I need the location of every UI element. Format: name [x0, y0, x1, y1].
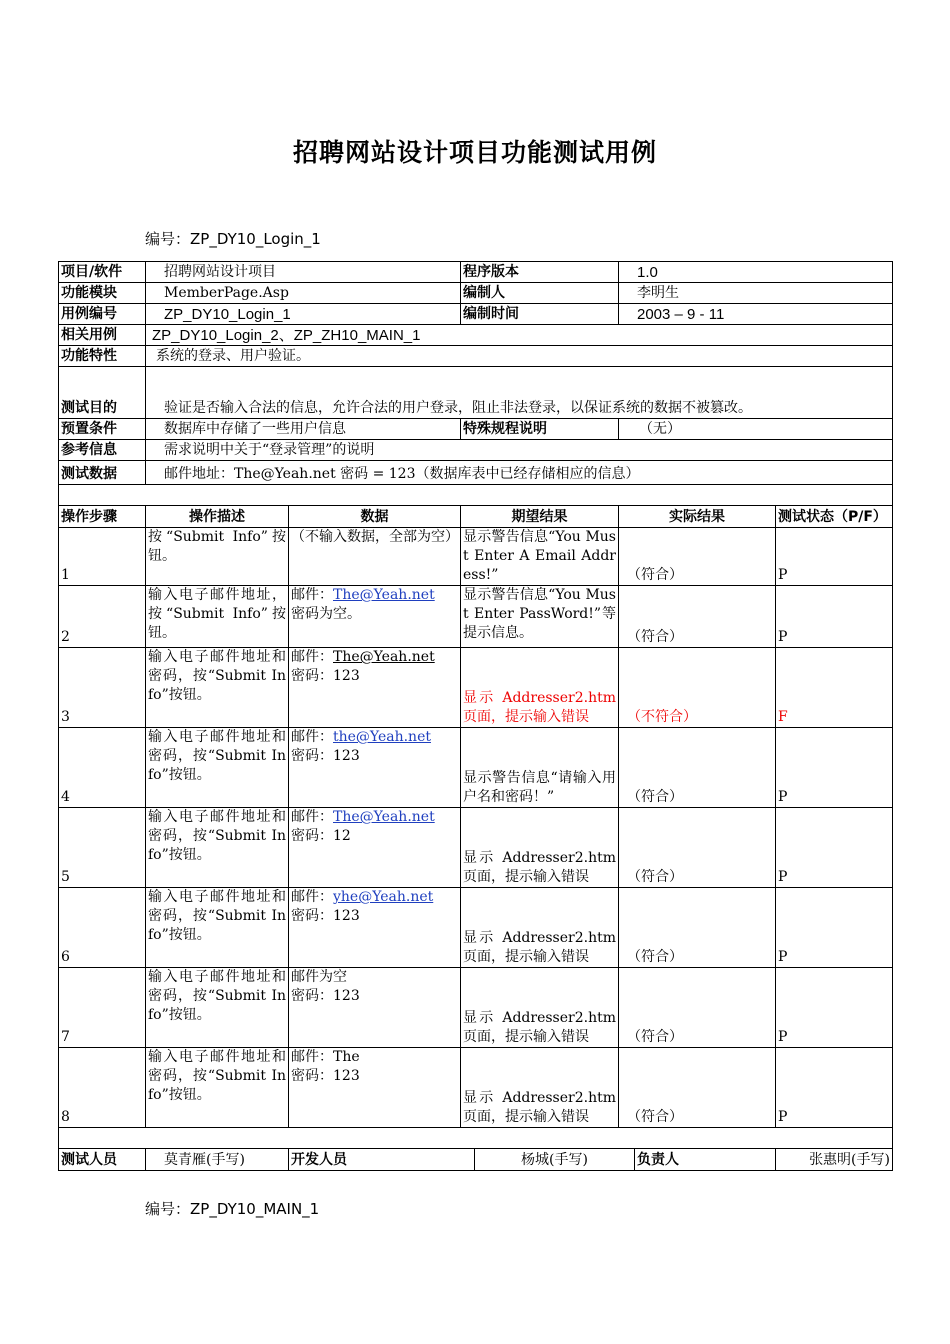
doc-number-label: 编号： [145, 230, 191, 248]
step-data-password: 密码：123 [291, 668, 360, 684]
step-status: P [776, 888, 893, 968]
purpose-value: 验证是否输入合法的信息，允许合法的用户登录，阻止非法登录，以保证系统的数据不被篡改。 [146, 367, 893, 419]
purpose-label: 测试目的 [59, 367, 146, 419]
spacer-row [59, 485, 893, 506]
step-data [289, 586, 461, 648]
step-desc: 输入电子邮件地址和密码，按“Submit Info”按钮。 [146, 728, 289, 808]
test-data-password: = 123 [372, 466, 416, 482]
table-row [59, 888, 893, 968]
doc-number-value: ZP_DY10_MAIN_1 [190, 1200, 320, 1218]
step-actual: （符合） [619, 586, 776, 648]
precondition-value: 数据库中存储了一些用户信息 [146, 419, 461, 440]
step-status: P [776, 528, 893, 586]
step-expected: 显示 Addresser2.htm 页面，提示输入错误 [461, 888, 619, 968]
step-desc: 输入电子邮件地址和密码，按“Submit Info”按钮。 [146, 808, 289, 888]
test-data-value [146, 461, 893, 485]
header-desc: 操作描述 [146, 506, 289, 528]
step-data-password: 密码：12 [291, 828, 351, 844]
step-data-password: 密码：123 [291, 988, 360, 1004]
version-label: 程序版本 [461, 262, 619, 283]
step-data: （不输入数据，全部为空） [289, 528, 461, 586]
step-actual: （不符合） [619, 648, 776, 728]
test-data-label: 测试数据 [59, 461, 146, 485]
step-status: F [776, 648, 893, 728]
doc-number [145, 228, 321, 249]
step-status: P [776, 728, 893, 808]
step-no: 4 [59, 728, 146, 808]
page-title: 招聘网站设计项目功能测试用例 [292, 138, 657, 167]
step-data-password: 密码：123 [291, 908, 360, 924]
step-data-email: 邮件：The [291, 1049, 360, 1065]
step-no: 5 [59, 808, 146, 888]
test-data-text: 邮件地址：The@Yeah.net 密码 [164, 466, 373, 482]
step-status: P [776, 586, 893, 648]
author-label: 编制人 [461, 283, 619, 304]
author-value: 李明生 [619, 283, 893, 304]
step-data [289, 1048, 461, 1128]
step-data [289, 648, 461, 728]
step-data-label: 邮件： [291, 889, 333, 905]
step-status: P [776, 968, 893, 1048]
step-no: 7 [59, 968, 146, 1048]
step-data-label: 邮件： [291, 729, 333, 745]
header-step: 操作步骤 [59, 506, 146, 528]
doc-number-value: ZP_DY10_Login_1 [190, 230, 321, 248]
related-label: 相关用例 [59, 325, 146, 346]
step-data-email: 邮件为空 [291, 969, 347, 985]
step-data-label: 邮件： [291, 587, 333, 603]
reference-label: 参考信息 [59, 440, 146, 461]
feature-value: 系统的登录、用户验证。 [146, 346, 893, 367]
step-expected: 显示 Addresser2.htm 页面，提示输入错误 [461, 968, 619, 1048]
special-value: （无） [619, 419, 893, 440]
email-link[interactable]: yhe@Yeah.net [333, 889, 434, 905]
table-row [59, 528, 893, 586]
module-value: MemberPage.Asp [146, 283, 461, 304]
email-link[interactable]: The@Yeah.net [333, 649, 435, 665]
owner-label: 负责人 [635, 1149, 776, 1171]
step-data-password: 密码：123 [291, 1068, 360, 1084]
project-value: 招聘网站设计项目 [146, 262, 461, 283]
module-label: 功能模块 [59, 283, 146, 304]
step-no: 2 [59, 586, 146, 648]
step-desc: 输入电子邮件地址，按“Submit Info”按钮。 [146, 586, 289, 648]
step-actual: （符合） [619, 968, 776, 1048]
step-expected: 显示警告信息“You Must Enter PassWord!”等提示信息。 [461, 586, 619, 648]
test-data-note: （数据库表中已经存储相应的信息） [415, 466, 640, 482]
spacer-row [59, 1128, 893, 1149]
related-value: ZP_DY10_Login_2、ZP_ZH10_MAIN_1 [146, 325, 893, 346]
reference-value: 需求说明中关于“登录管理”的说明 [146, 440, 893, 461]
tester-label: 测试人员 [59, 1149, 146, 1171]
feature-label: 功能特性 [59, 346, 146, 367]
step-data-label: 邮件： [291, 809, 333, 825]
tester-value: 莫青雁(手写) [146, 1149, 289, 1171]
time-label: 编制时间 [461, 304, 619, 325]
step-desc: 输入电子邮件地址和密码，按“Submit Info”按钮。 [146, 888, 289, 968]
time-value: 2003 – 9 - 11 [619, 304, 893, 325]
version-value: 1.0 [619, 262, 893, 283]
step-data [289, 888, 461, 968]
step-no: 1 [59, 528, 146, 586]
email-link[interactable]: the@Yeah.net [333, 729, 431, 745]
doc-number-2 [145, 1198, 319, 1219]
step-expected: 显示 Addresser2.htm 页面，提示输入错误 [461, 1048, 619, 1128]
precondition-label: 预置条件 [59, 419, 146, 440]
step-desc: 输入电子邮件地址和密码，按“Submit Info”按钮。 [146, 968, 289, 1048]
project-label: 项目/软件 [59, 262, 146, 283]
step-data-password: 密码：123 [291, 748, 360, 764]
dev-value: 杨城(手写) [475, 1149, 635, 1171]
doc-number-label: 编号： [145, 1200, 191, 1218]
case-label: 用例编号 [59, 304, 146, 325]
step-no: 6 [59, 888, 146, 968]
table-row [59, 968, 893, 1048]
step-data [289, 808, 461, 888]
dev-label: 开发人员 [289, 1149, 475, 1171]
test-case-table [58, 261, 893, 1171]
header-expected: 期望结果 [461, 506, 619, 528]
table-row [59, 648, 893, 728]
step-status: P [776, 808, 893, 888]
owner-value: 张惠明(手写) [776, 1149, 893, 1171]
step-data [289, 728, 461, 808]
email-link[interactable]: The@Yeah.net [333, 809, 435, 825]
step-data [289, 968, 461, 1048]
step-expected: 显示 Addresser2.htm 页面，提示输入错误 [461, 808, 619, 888]
step-actual: （符合） [619, 728, 776, 808]
table-row [59, 808, 893, 888]
table-row [59, 586, 893, 648]
step-data-password: 密码为空。 [291, 606, 361, 622]
special-label: 特殊规程说明 [461, 419, 619, 440]
step-expected: 显示 Addresser2.htm 页面，提示输入错误 [461, 648, 619, 728]
step-actual: （符合） [619, 888, 776, 968]
header-status: 测试状态（P/F） [776, 506, 893, 528]
step-data-label: 邮件： [291, 649, 333, 665]
step-status: P [776, 1048, 893, 1128]
step-desc: 输入电子邮件地址和密码，按“Submit Info”按钮。 [146, 1048, 289, 1128]
step-expected: 显示警告信息“请输入用户名和密码！” [461, 728, 619, 808]
case-value: ZP_DY10_Login_1 [146, 304, 461, 325]
step-no: 8 [59, 1048, 146, 1128]
header-actual: 实际结果 [619, 506, 776, 528]
email-link[interactable]: The@Yeah.net [333, 587, 435, 603]
table-row [59, 728, 893, 808]
step-desc: 按“Submit Info”按钮。 [146, 528, 289, 586]
step-actual: （符合） [619, 528, 776, 586]
step-no: 3 [59, 648, 146, 728]
step-actual: （符合） [619, 1048, 776, 1128]
step-actual: （符合） [619, 808, 776, 888]
header-data: 数据 [289, 506, 461, 528]
table-row [59, 1048, 893, 1128]
step-desc: 输入电子邮件地址和密码，按“Submit Info”按钮。 [146, 648, 289, 728]
step-expected: 显示警告信息“You Must Enter A Email Address!” [461, 528, 619, 586]
